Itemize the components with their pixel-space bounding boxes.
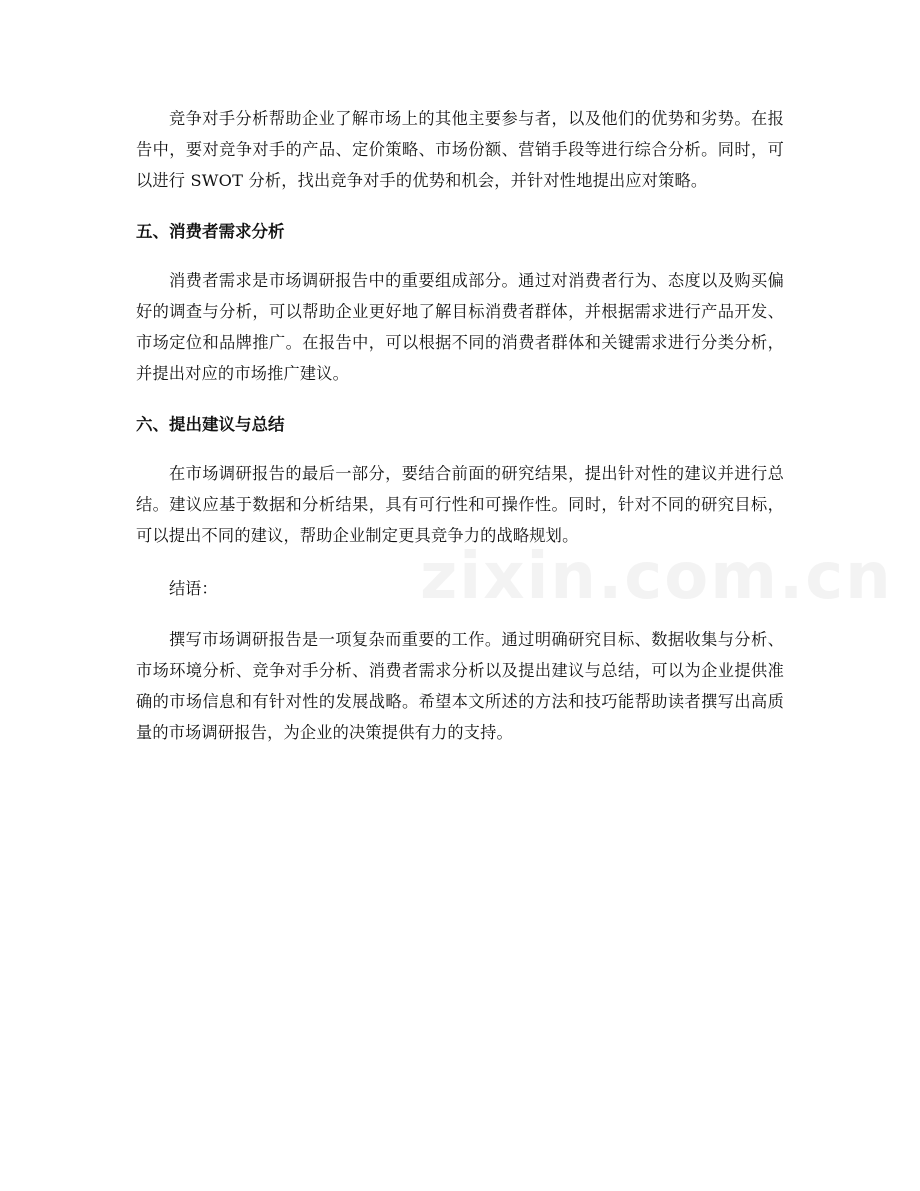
section-heading-suggestions: 六、提出建议与总结 <box>136 415 285 434</box>
paragraph-closing: 撰写市场调研报告是一项复杂而重要的工作。通过明确研究目标、数据收集与分析、市场环境分析、竞争对手分析、消费者需求分析以及提出建议与总结，可以为企业提供准确的市场信息和有针对性的发展战略。希望本文所述的方法和技巧能帮助读者撰写出高质量的市场调研报告，为企业的决策提供有力的支持。 <box>136 630 784 742</box>
paragraph-competitor-analysis: 竞争对手分析帮助企业了解市场上的其他主要参与者，以及他们的优势和劣势。在报告中，要对竞争对手的产品、定价策略、市场份额、营销手段等进行综合分析。同时，可以进行 SWOT 分析，找出竞争对手的优势和机会，并针对性地提出应对策略。 <box>136 109 784 190</box>
paragraph-suggestions: 在市场调研报告的最后一部分，要结合前面的研究结果，提出针对性的建议并进行总结。建议应基于数据和分析结果，具有可行性和可操作性。同时，针对不同的研究目标，可以提出不同的建议，帮助企业制定更具竞争力的战略规划。 <box>136 464 784 545</box>
paragraph-consumer-demand: 消费者需求是市场调研报告中的重要组成部分。通过对消费者行为、态度以及购买偏好的调查与分析，可以帮助企业更好地了解目标消费者群体，并根据需求进行产品开发、市场定位和品牌推广。在报告中，可以根据不同的消费者群体和关键需求进行分类分析，并提出对应的市场推广建议。 <box>136 271 784 383</box>
document-body <box>136 103 784 770</box>
closing-label: 结语： <box>169 579 218 598</box>
watermark: zixin.com.cn <box>420 540 893 614</box>
section-heading-consumer-demand: 五、消费者需求分析 <box>136 222 285 241</box>
